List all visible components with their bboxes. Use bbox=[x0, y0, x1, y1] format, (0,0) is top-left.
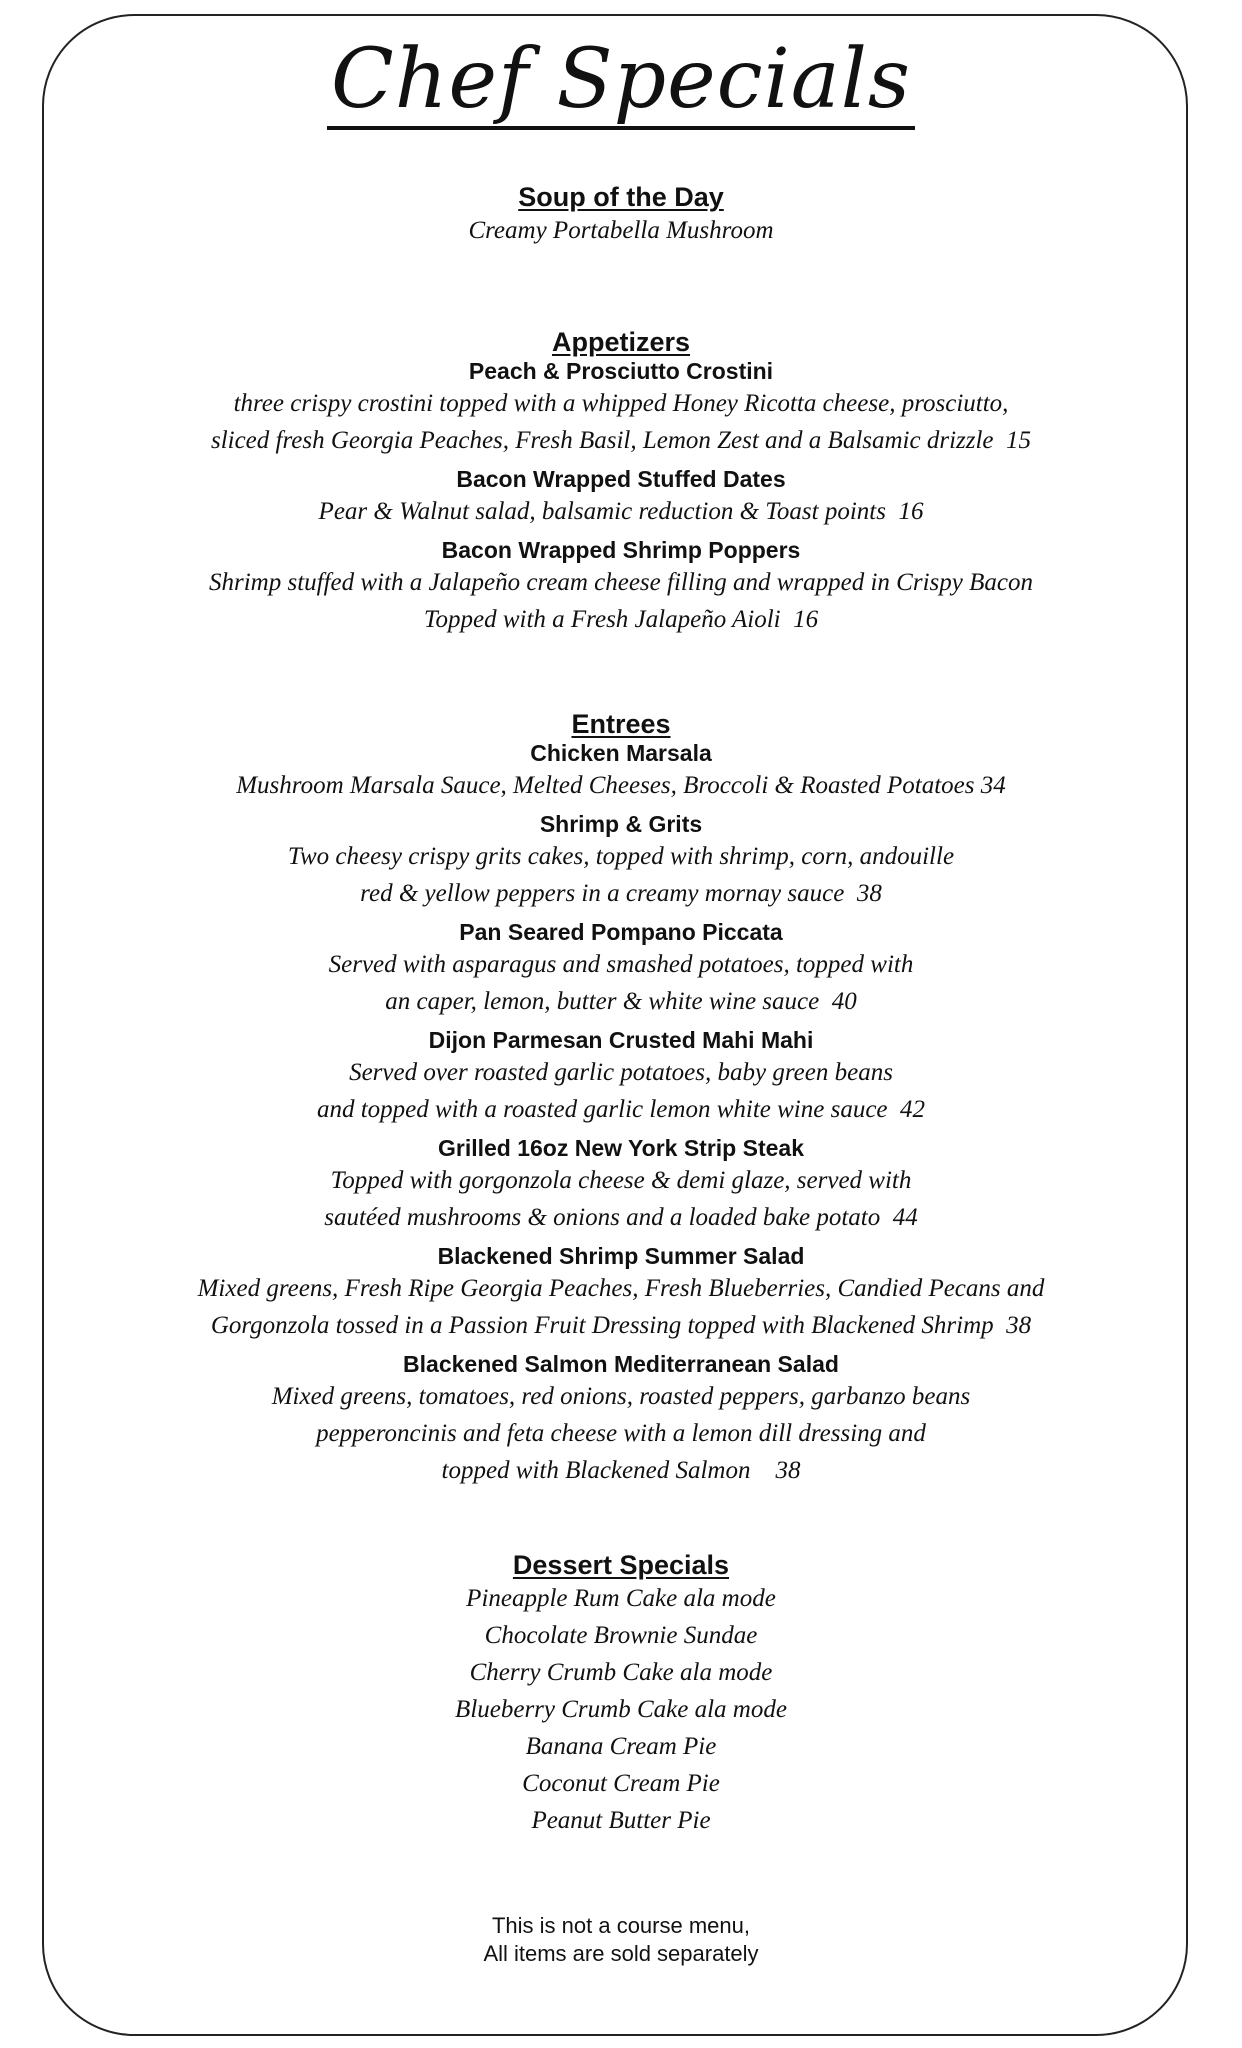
appetizer-item bbox=[0, 357, 1242, 459]
appetizer-desc: Topped with a Fresh Jalapeño Aioli 16 bbox=[423, 606, 819, 633]
entree-item bbox=[0, 918, 1242, 1020]
dessert-item: Chocolate Brownie Sundae bbox=[484, 1622, 758, 1649]
soup-heading: Soup of the Day bbox=[518, 182, 724, 212]
entree-desc: sautéed mushrooms & onions and a loaded bake potato 44 bbox=[324, 1204, 918, 1231]
entree-desc: Served over roasted garlic potatoes, baby green beans bbox=[349, 1059, 893, 1086]
appetizer-desc: Shrimp stuffed with a Jalapeño cream cheese filling and wrapped in Crispy Bacon bbox=[209, 569, 1033, 596]
entrees-section bbox=[0, 709, 1242, 1495]
dessert-item: Cherry Crumb Cake ala mode bbox=[469, 1659, 773, 1686]
entree-desc: Gorgonzola tossed in a Passion Fruit Dressing topped with Blackened Shrimp 38 bbox=[210, 1312, 1032, 1339]
entree-item bbox=[0, 739, 1242, 804]
appetizer-item bbox=[0, 465, 1242, 530]
menu-title: Chef Specials bbox=[0, 30, 1242, 130]
entree-item bbox=[0, 1242, 1242, 1344]
soup-name: Creamy Portabella Mushroom bbox=[468, 217, 774, 244]
dessert-item: Peanut Butter Pie bbox=[531, 1807, 711, 1834]
entree-item bbox=[0, 1026, 1242, 1128]
entree-desc: and topped with a roasted garlic lemon white wine sauce 42 bbox=[316, 1096, 926, 1123]
entree-desc: Mixed greens, Fresh Ripe Georgia Peaches, Fresh Blueberries, Candied Pecans and bbox=[197, 1275, 1045, 1302]
dessert-item: Blueberry Crumb Cake ala mode bbox=[455, 1696, 787, 1723]
entree-name: Chicken Marsala bbox=[530, 740, 712, 766]
footer-line-2: All items are sold separately bbox=[483, 1941, 759, 1966]
desserts-section bbox=[0, 1550, 1242, 1839]
footer-line-1: This is not a course menu, bbox=[491, 1913, 750, 1938]
entree-desc: red & yellow peppers in a creamy mornay sauce 38 bbox=[360, 880, 882, 907]
entree-name: Shrimp & Grits bbox=[539, 811, 703, 837]
appetizers-heading: Appetizers bbox=[551, 327, 691, 357]
entree-desc: topped with Blackened Salmon 38 bbox=[441, 1457, 801, 1484]
appetizer-name: Bacon Wrapped Stuffed Dates bbox=[456, 466, 786, 492]
entree-name: Pan Seared Pompano Piccata bbox=[459, 919, 783, 945]
desserts-heading: Dessert Specials bbox=[512, 1550, 730, 1580]
appetizer-desc: Pear & Walnut salad, balsamic reduction & Toast points 16 bbox=[318, 498, 924, 525]
entree-desc: pepperoncinis and feta cheese with a lemon dill dressing and bbox=[316, 1420, 926, 1447]
entree-name: Grilled 16oz New York Strip Steak bbox=[437, 1135, 804, 1161]
dessert-item: Banana Cream Pie bbox=[525, 1733, 717, 1760]
soup-section bbox=[0, 182, 1242, 249]
appetizer-name: Bacon Wrapped Shrimp Poppers bbox=[441, 537, 801, 563]
entree-name: Dijon Parmesan Crusted Mahi Mahi bbox=[428, 1027, 814, 1053]
entree-desc: an caper, lemon, butter & white wine sauce 40 bbox=[385, 988, 857, 1015]
entree-desc: Mixed greens, tomatoes, red onions, roasted peppers, garbanzo beans bbox=[271, 1383, 971, 1410]
entree-item bbox=[0, 810, 1242, 912]
entree-item bbox=[0, 1350, 1242, 1489]
entree-name: Blackened Shrimp Summer Salad bbox=[437, 1243, 805, 1269]
appetizer-name: Peach & Prosciutto Crostini bbox=[468, 358, 774, 384]
dessert-item: Pineapple Rum Cake ala mode bbox=[466, 1585, 776, 1612]
appetizer-item bbox=[0, 536, 1242, 638]
entree-name: Blackened Salmon Mediterranean Salad bbox=[403, 1351, 839, 1377]
appetizers-section bbox=[0, 327, 1242, 644]
footer-note bbox=[0, 1912, 1242, 1968]
appetizer-desc: three crispy crostini topped with a whipped Honey Ricotta cheese, prosciutto, bbox=[233, 390, 1009, 417]
entrees-heading: Entrees bbox=[571, 709, 671, 739]
dessert-item: Coconut Cream Pie bbox=[522, 1770, 720, 1797]
entree-desc: Two cheesy crispy grits cakes, topped with shrimp, corn, andouille bbox=[287, 843, 955, 870]
entree-desc: Topped with gorgonzola cheese & demi glaze, served with bbox=[330, 1167, 912, 1194]
entree-item bbox=[0, 1134, 1242, 1236]
entree-desc: Mushroom Marsala Sauce, Melted Cheeses, Broccoli & Roasted Potatoes 34 bbox=[236, 772, 1006, 799]
entree-desc: Served with asparagus and smashed potatoes, topped with bbox=[328, 951, 914, 978]
appetizer-desc: sliced fresh Georgia Peaches, Fresh Basil, Lemon Zest and a Balsamic drizzle 15 bbox=[210, 427, 1032, 454]
